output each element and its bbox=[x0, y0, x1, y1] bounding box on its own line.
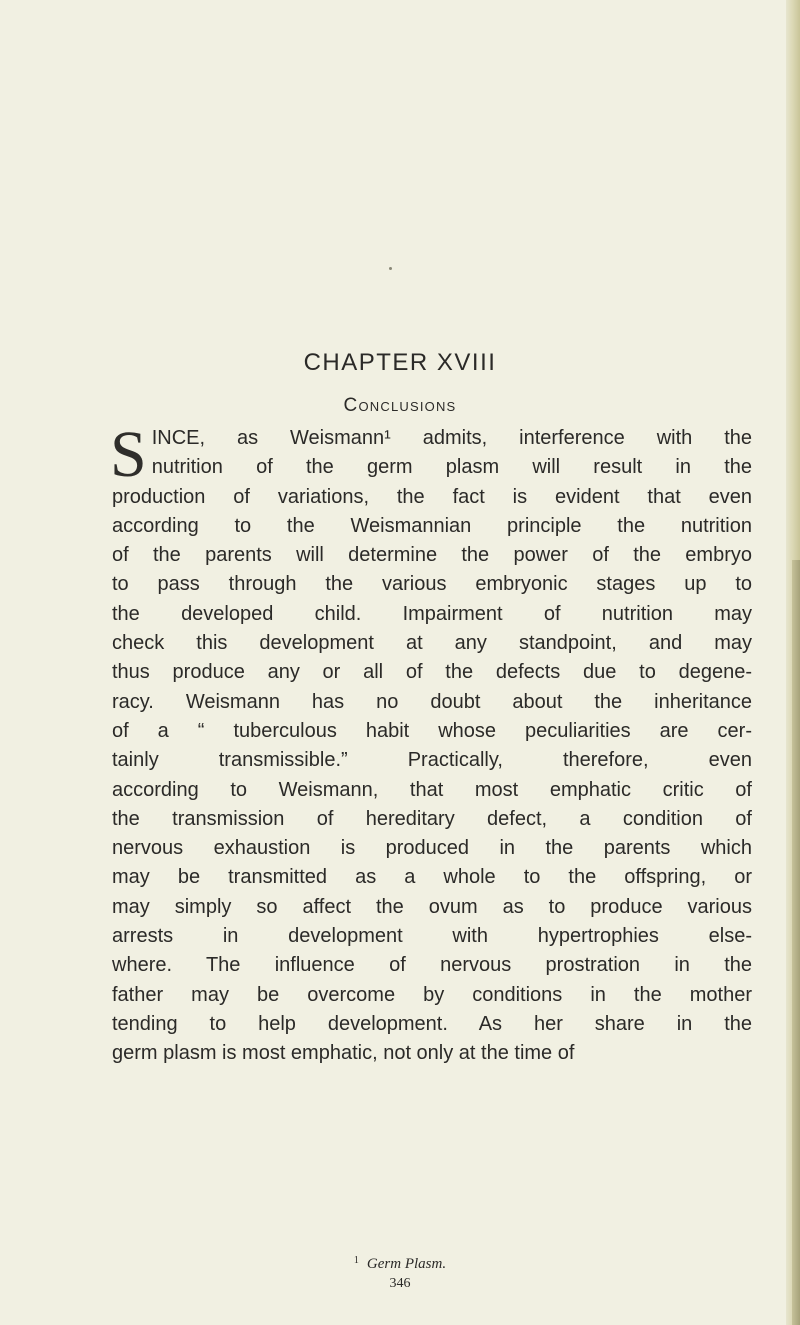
body-line: germ plasm is most emphatic, not only at the time of bbox=[112, 1042, 575, 1065]
drop-cap: S bbox=[110, 418, 147, 491]
body-line: of the parents will determine the power of the embryo bbox=[112, 544, 752, 567]
body-line: according to the Weismannian principle the nutrition bbox=[112, 514, 752, 537]
body-line: production of variations, the fact is evident that even bbox=[112, 485, 752, 508]
body-line: thus produce any or all of the defects due to degene- bbox=[112, 661, 752, 684]
body-line: racy. Weismann has no doubt about the inheritance bbox=[112, 690, 752, 713]
body-line: may be transmitted as a whole to the offspring, or bbox=[112, 866, 752, 889]
body-line: to pass through the various embryonic stages up to bbox=[112, 573, 752, 596]
body-line: nervous exhaustion is produced in the parents which bbox=[112, 837, 752, 860]
body-line: nutrition of the germ plasm will result in the bbox=[151, 456, 752, 479]
section-title: Conclusions bbox=[343, 395, 457, 416]
body-text bbox=[110, 418, 752, 1069]
body-line: may simply so affect the ovum as to produce various bbox=[112, 895, 752, 918]
body-line: tainly transmissible.” Practically, therefore, even bbox=[112, 749, 752, 772]
footnote-text: Germ Plasm. bbox=[366, 1256, 447, 1272]
body-line: the transmission of hereditary defect, a condition of bbox=[112, 807, 752, 830]
body-line: of a “ tuberculous habit whose peculiarities are cer- bbox=[112, 719, 752, 742]
body-line: the developed child. Impairment of nutrition may bbox=[112, 602, 752, 625]
body-line: INCE, as Weismann¹ admits, interference with the bbox=[151, 427, 752, 449]
paper-speck bbox=[389, 267, 392, 270]
footnote-marker: 1 bbox=[353, 1255, 359, 1266]
body-line: check this development at any standpoint, and may bbox=[112, 632, 752, 655]
body-line: where. The influence of nervous prostration in the bbox=[112, 954, 752, 977]
footnote bbox=[0, 1252, 800, 1273]
body-line: arrests in development with hypertrophies else- bbox=[112, 925, 752, 948]
body-line: according to Weismann, that most emphatic critic of bbox=[112, 778, 752, 801]
chapter-title: CHAPTER XVIII bbox=[303, 349, 497, 376]
page-edge-shadow bbox=[792, 560, 800, 1325]
body-line: father may be overcome by conditions in the mother bbox=[112, 983, 752, 1006]
page-number: 346 bbox=[389, 1276, 411, 1291]
body-line: tending to help development. As her share in the bbox=[112, 1012, 752, 1035]
